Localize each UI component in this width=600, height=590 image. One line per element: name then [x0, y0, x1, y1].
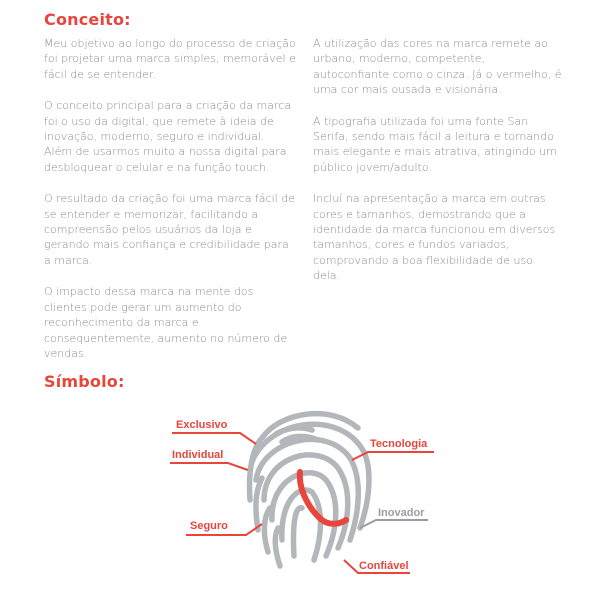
label-exclusivo: Exclusivo [176, 419, 228, 431]
conceito-heading: Conceito: [44, 10, 131, 29]
paragraph: A utilização das cores na marca remete ao urbano, moderno, competente, autoconfiante como o cinza. Já o vermelho, é uma cor mais ousada e visionária. [313, 37, 562, 97]
paragraph: Incluí na apresentação a marca em outras cores e tamanhos, demostrando que a identidade da marca funcionou em diversos tamanhos, cores e fundos variados, comprovando a boa flexibilidade de uso dela. [313, 192, 556, 283]
paragraph: O impacto dessa marca na mente dos clientes pode gerar um aumento do reconhecimento da marca e consequentemente, aumento no número de vendas. [44, 285, 288, 360]
label-individual: Individual [172, 449, 224, 461]
label-tecnologia: Tecnologia [370, 438, 428, 450]
paragraph: O conceito principal para a criação da marca foi o uso da digital, que remete à ideia de inovação, moderno, seguro e individual. Além de usarmos muito a nossa digital para desbloquear o celular e na função touch. [44, 99, 292, 174]
fingerprint-icon [249, 414, 368, 566]
simbolo-heading: Símbolo: [44, 372, 125, 391]
paragraph: Meu objetivo ao longo do processo de criação foi projetar uma marca simples, memorável e fácil de se entender. [44, 37, 296, 81]
label-inovador: Inovador [378, 507, 425, 519]
label-confiavel: Confiável [359, 560, 409, 572]
label-seguro: Seguro [190, 520, 228, 532]
paragraph: A tipografia utilizada foi uma fonte San Serifa, sendo mais fácil a leitura e tornando mais elegante e mais atrativa, atingindo um público jovem/adulto. [313, 114, 557, 174]
paragraph: O resultado da criação foi uma marca fácil de se entender e memorizar, facilitando a compreensão pelos usuários da loja e gerando mais confiança e credibilidade para a marca. [44, 192, 295, 267]
callout-line-inovador [360, 520, 428, 528]
